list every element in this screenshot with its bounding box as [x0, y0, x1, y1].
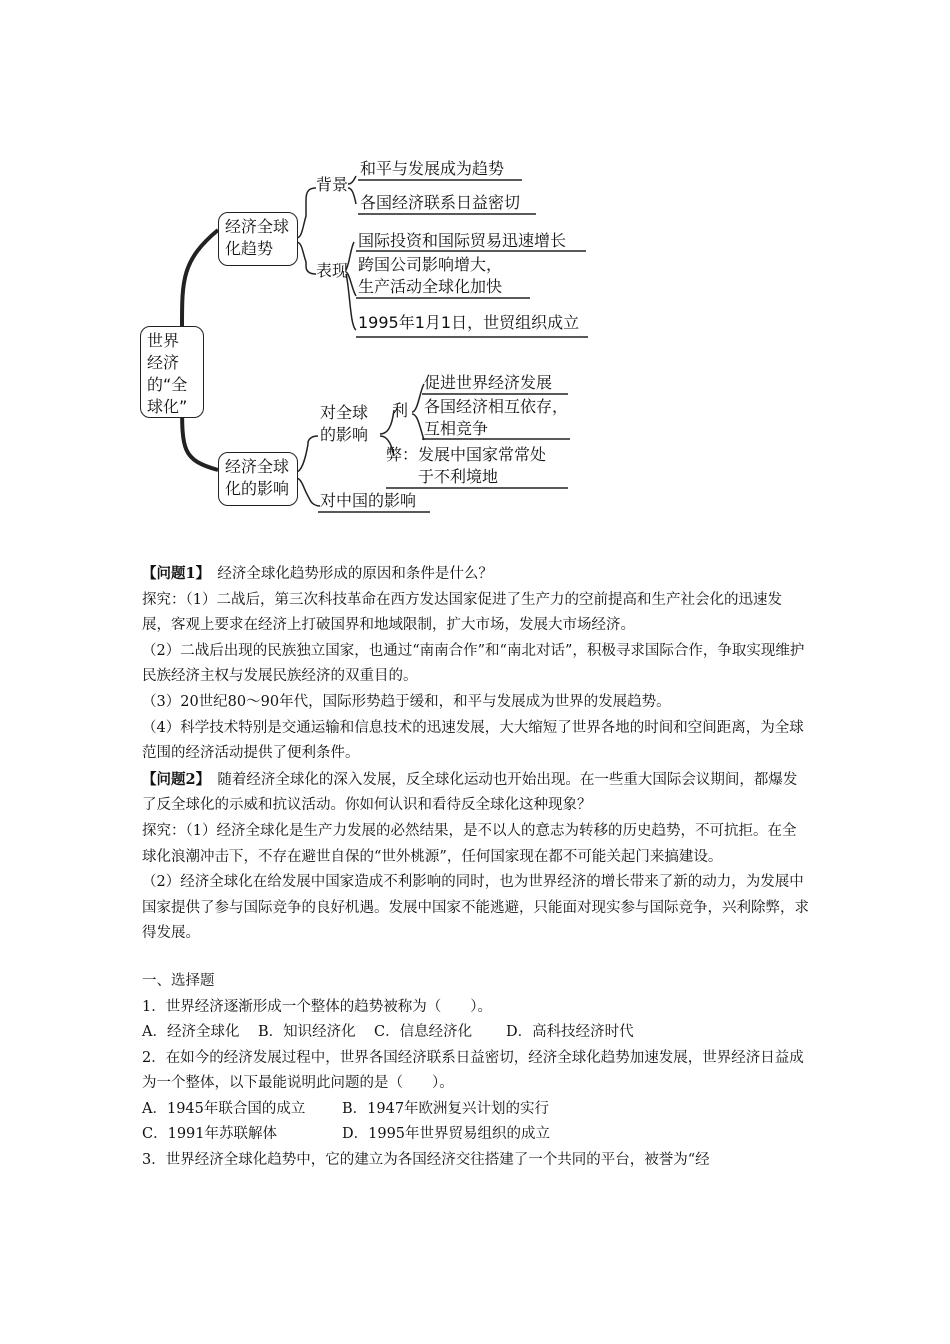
- document-body: [142, 561, 810, 1174]
- mc-question-2-options-row-1: [142, 1097, 810, 1123]
- question-1-title: 【问题1】: [142, 565, 203, 582]
- root-node: 世界 经济 的“全 球化”: [140, 326, 204, 418]
- question-2-text: 随着经济全球化的深入发展，反全球化运动也开始出现。在一些重大国际会议期间，都爆发了反全球化的示威和抗议活动。你如何认识和看待反全球化这种现象？: [142, 771, 798, 814]
- impact-node: 经济全球 化的影响: [218, 452, 298, 506]
- mc-question-2-options-row-2: [142, 1122, 810, 1148]
- question-2: [142, 767, 810, 819]
- answer-2-para-2: （2）经济全球化在给发展中国家造成不利影响的同时，也为世界经济的增长带来了新的动力，为发展中国家提供了参与国际竞争的良好机遇。发展中国家不能逃避，只能面对现实参与国际竞争，兴利除弊，求得发展。: [142, 874, 809, 942]
- mc2-option-a: A．1945年联合国的成立: [142, 1100, 306, 1117]
- brace-impact-china: [296, 478, 320, 506]
- background-item-1: 和平与发展成为趋势: [360, 159, 505, 178]
- mc-question-3: 3．世界经济全球化趋势中，它的建立为各国经济交往搭建了一个共同的平台，被誉为“经: [142, 1152, 710, 1169]
- trend-node: 经济全球 化趋势: [218, 212, 298, 266]
- benefit-item-1: 促进世界经济发展: [424, 373, 553, 392]
- performance-item-1: 国际投资和国际贸易迅速增长: [358, 231, 567, 250]
- mc1-option-d: D．高科技经济时代: [506, 1024, 634, 1041]
- background-label: 背景: [316, 175, 349, 194]
- china-impact-label: 对中国的影响: [320, 491, 417, 510]
- background-item-2: 各国经济联系日益密切: [360, 193, 521, 212]
- section-title: 一、选择题: [142, 972, 215, 989]
- answer-1-para-1: 探究：（1）二战后，第三次科技革命在西方发达国家促进了生产力的空前提高和生产社会化的迅速发展，客观上要求在经济上打破国界和地域限制，扩大市场，发展大市场经济。: [142, 591, 782, 634]
- answer-1-para-2: （2）二战后出现的民族独立国家，也通过“南南合作”和“南北对话”，积极寻求国际合作，争取实现维护民族经济主权与发展民族经济的双重目的。: [142, 642, 805, 685]
- answer-1-para-3: （3）20世纪80～90年代，国际形势趋于缓和，和平与发展成为世界的发展趋势。: [142, 693, 671, 710]
- mc-question-1: 1．世界经济逐渐形成一个整体的趋势被称为（ ）。: [142, 998, 492, 1015]
- brace-impact-global: [296, 436, 318, 472]
- mc2-option-d: D．1995年世界贸易组织的成立: [342, 1126, 551, 1143]
- harm-text: 弊：发展中国家常常处 于不利境地: [386, 445, 547, 486]
- mc1-option-c: C．信息经济化: [374, 1024, 473, 1041]
- mc1-option-b: B．知识经济化: [258, 1024, 356, 1041]
- global-impact-label: 对全球 的影响: [320, 403, 369, 444]
- benefit-item-2: 各国经济相互依存， 互相竞争: [424, 397, 569, 438]
- brace-root-trend: [182, 230, 218, 326]
- mc1-option-a: A．经济全球化: [142, 1024, 240, 1041]
- brace-trend-bg: [296, 188, 316, 238]
- performance-label: 表现: [316, 261, 349, 280]
- mc-question-1-options: [142, 1020, 810, 1046]
- performance-item-2: 跨国公司影响增大， 生产活动全球化加快: [358, 255, 503, 296]
- mc2-option-c: C．1991年苏联解体: [142, 1126, 277, 1143]
- mc-question-2: 2．在如今的经济发展过程中，世界各国经济联系日益密切，经济全球化趋势加速发展，世界经济日益成为一个整体，以下最能说明此问题的是（ ）。: [142, 1049, 804, 1092]
- answer-1-para-4: （4）科学技术特别是交通运输和信息技术的迅速发展，大大缩短了世界各地的时间和空间距离，为全球范围的经济活动提供了便利条件。: [142, 719, 804, 762]
- performance-item-3: 1995年1月1日，世贸组织成立: [358, 313, 580, 332]
- brace-trend-perf: [296, 242, 316, 274]
- question-2-title: 【问题2】: [142, 770, 203, 788]
- question-1-text: 经济全球化趋势形成的原因和条件是什么？: [217, 566, 493, 582]
- benefit-label: 利: [392, 401, 409, 420]
- mc2-option-b: B．1947年欧洲复兴计划的实行: [342, 1100, 550, 1117]
- mind-map: [130, 150, 690, 530]
- question-1: [142, 561, 810, 588]
- answer-2-para-1: 探究：（1）经济全球化是生产力发展的必然结果，是不以人的意志为转移的历史趋势，不可抗拒。在全球化浪潮冲击下，不存在避世自保的“世外桃源”，任何国家现在都不可能关起门来搞建设。: [142, 822, 797, 865]
